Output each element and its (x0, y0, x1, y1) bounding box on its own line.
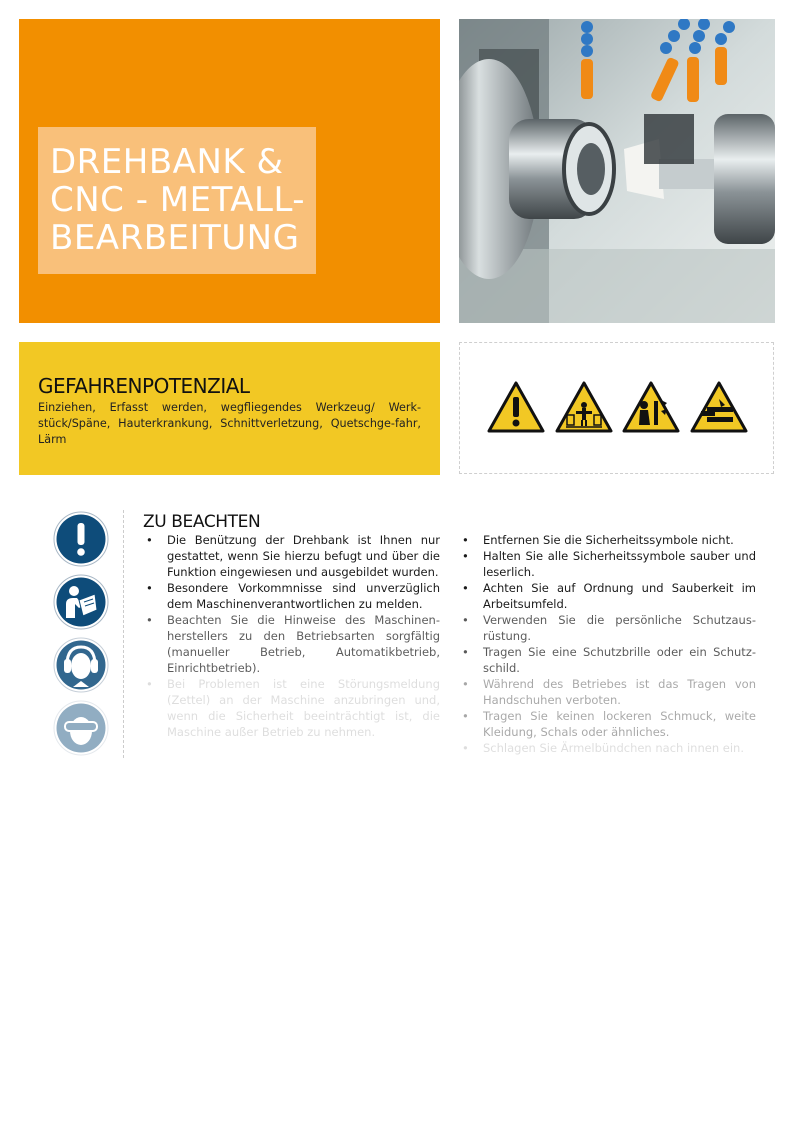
list-item: • Die Benützung der Drehbank ist Ihnen nur gestattet, wenn Sie hierzu befugt und über die Funktion eingewiesen und ausgebildet wurden. (143, 532, 440, 580)
list-item: • Tragen Sie keinen lockeren Schmuck, weite Kleidung, Schals oder ähnliches. (459, 708, 756, 740)
title-line-3: BEARBEITUNG (50, 218, 300, 258)
column-divider (123, 510, 124, 758)
read-manual-icon (53, 574, 109, 630)
ear-protection-icon (53, 637, 109, 693)
notes-left-column (143, 532, 440, 740)
page-title (38, 127, 316, 274)
list-item: • Tragen Sie eine Schutzbrille oder ein Schutz-schild. (459, 644, 756, 676)
crushing-hand-warning-icon (692, 383, 746, 431)
warning-signs-panel (459, 342, 774, 474)
title-line-2: CNC - METALL- (50, 180, 306, 220)
list-item: • Während des Betriebes ist das Tragen von Handschuhen verboten. (459, 676, 756, 708)
list-item: • Bei Problemen ist eine Störungsmeldung (Zettel) an der Maschine anzubringen und, wenn die Sicherheit beeinträchtigt ist, die Maschine außer Betrieb zu nehmen. (143, 676, 440, 740)
list-item: • Entfernen Sie die Sicherheitssymbole nicht. (459, 532, 756, 548)
general-mandatory-icon (53, 511, 109, 567)
notes-right-column (459, 532, 756, 756)
hazard-title: GEFAHRENPOTENZIAL (38, 374, 250, 398)
general-warning-icon (489, 383, 543, 431)
list-item: • Beachten Sie die Hinweise des Maschinen-herstellers zu den Betriebsarten sorgfältig (manueller Betrieb, Automatikbetrieb, Einrichtbetrieb). (143, 612, 440, 676)
eye-protection-icon (53, 700, 109, 756)
list-item: • Besondere Vorkommnisse sind unverzüglich dem Maschinenverantwortlichen zu melden. (143, 580, 440, 612)
flying-parts-warning-icon (624, 383, 678, 431)
hazard-description: Einziehen, Erfasst werden, wegfliegendes Werkzeug/ Werk-stück/Späne, Hauterkrankung, Schnittverletzung, Quetschge-fahr, Lärm (38, 401, 421, 446)
title-line-1: DREHBANK & (50, 142, 284, 182)
list-item: • Schlagen Sie Ärmelbündchen nach innen ein. (459, 740, 756, 756)
cnc-lathe-photo (459, 19, 775, 323)
notes-title: ZU BEACHTEN (143, 512, 261, 532)
entanglement-warning-icon (557, 383, 611, 431)
list-item: • Achten Sie auf Ordnung und Sauberkeit im Arbeitsumfeld. (459, 580, 756, 612)
list-item: • Halten Sie alle Sicherheitssymbole sauber und leserlich. (459, 548, 756, 580)
list-item: • Verwenden Sie die persönliche Schutzaus-rüstung. (459, 612, 756, 644)
